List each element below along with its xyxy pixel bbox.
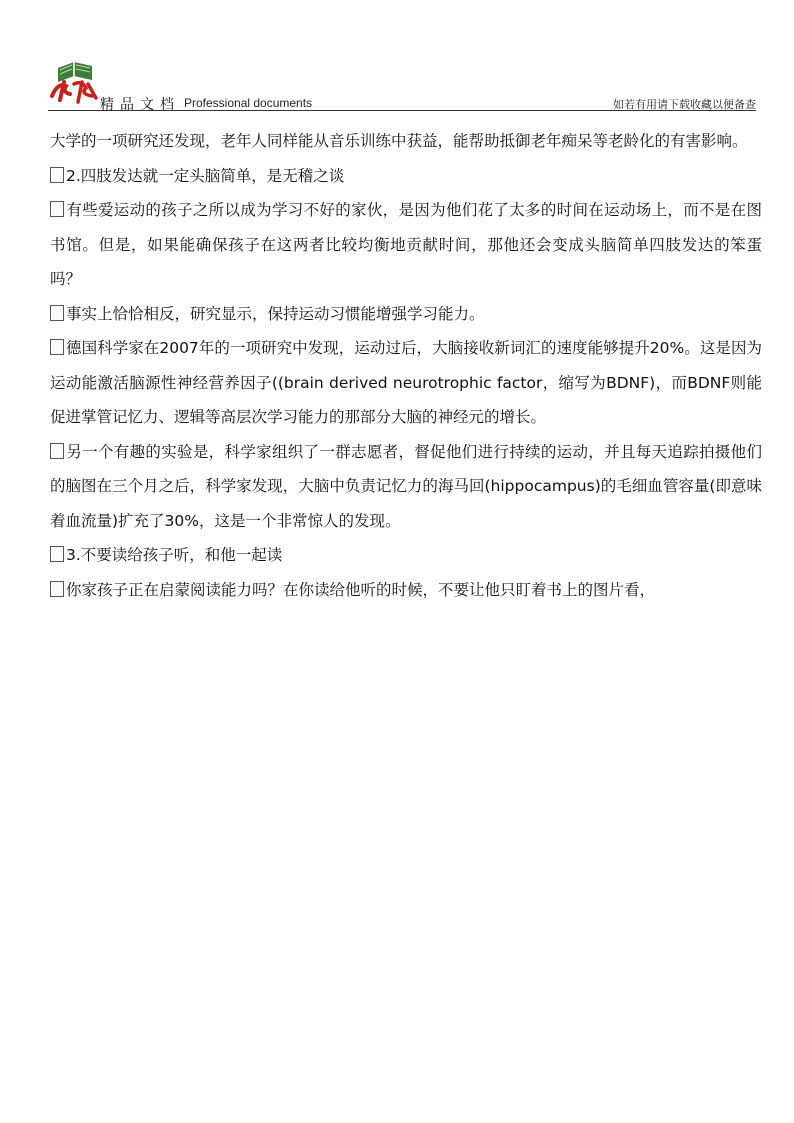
paragraph (50, 124, 762, 159)
missing-glyph-box-icon (50, 443, 64, 459)
paragraph-text: 大学的一项研究还发现，老年人同样能从音乐训练中获益，能帮助抵御老年痴呆等老龄化的有害影响。 (50, 132, 748, 150)
paragraph-text: 2.四肢发达就一定头脑简单，是无稽之谈 (66, 166, 345, 185)
paragraph (50, 435, 762, 539)
missing-glyph-box-icon (50, 167, 64, 183)
paragraph-text: 事实上恰恰相反，研究显示，保持运动习惯能增强学习能力。 (66, 304, 485, 323)
paragraph (50, 538, 762, 573)
paragraph-text: 德国科学家在2007年的一项研究中发现，运动过后，大脑接收新词汇的速度能够提升20%。这是因为运动能激活脑源性神经营养因子((brain derived neurotrophic factor，缩写为BDNF)，而BDNF则能促进掌管记忆力、逻辑等高层次学习能力的那部分大脑的神经元的增长。 (50, 339, 762, 426)
paragraph (50, 331, 762, 435)
paragraph (50, 193, 762, 297)
paragraph (50, 297, 762, 332)
document-body (50, 124, 762, 607)
brand-subtitle: Professional documents (184, 96, 313, 110)
paragraph (50, 573, 762, 608)
knowledge-logo-icon (48, 52, 100, 104)
paragraph-text: 另一个有趣的实验是，科学家组织了一群志愿者，督促他们进行持续的运动，并且每天追踪拍摄他们的脑图在三个月之后，科学家发现，大脑中负责记忆力的海马回(hippocampus)的毛细血管容量(即意味着血流量)扩充了30%，这是一个非常惊人的发现。 (50, 442, 762, 530)
missing-glyph-box-icon (50, 305, 64, 321)
missing-glyph-box-icon (50, 339, 64, 355)
paragraph-text: 3.不要读给孩子听，和他一起读 (66, 546, 283, 564)
header-divider (48, 110, 756, 111)
paragraph-text: 你家孩子正在启蒙阅读能力吗？在你读给他听的时候，不要让他只盯着书上的图片看， (66, 580, 656, 599)
missing-glyph-box-icon (50, 546, 64, 562)
missing-glyph-box-icon (50, 581, 64, 597)
header-note: 如若有用请下载收藏以便备查 (613, 98, 756, 111)
paragraph (50, 159, 762, 194)
page-header (48, 52, 756, 112)
missing-glyph-box-icon (50, 201, 64, 217)
paragraph-text: 有些爱运动的孩子之所以成为学习不好的家伙，是因为他们花了太多的时间在运动场上，而不是在图书馆。但是，如果能确保孩子在这两者比较均衡地贡献时间，那他还会变成头脑简单四肢发达的笨蛋吗？ (50, 201, 762, 288)
brand-title: 精品文档 (100, 97, 180, 113)
